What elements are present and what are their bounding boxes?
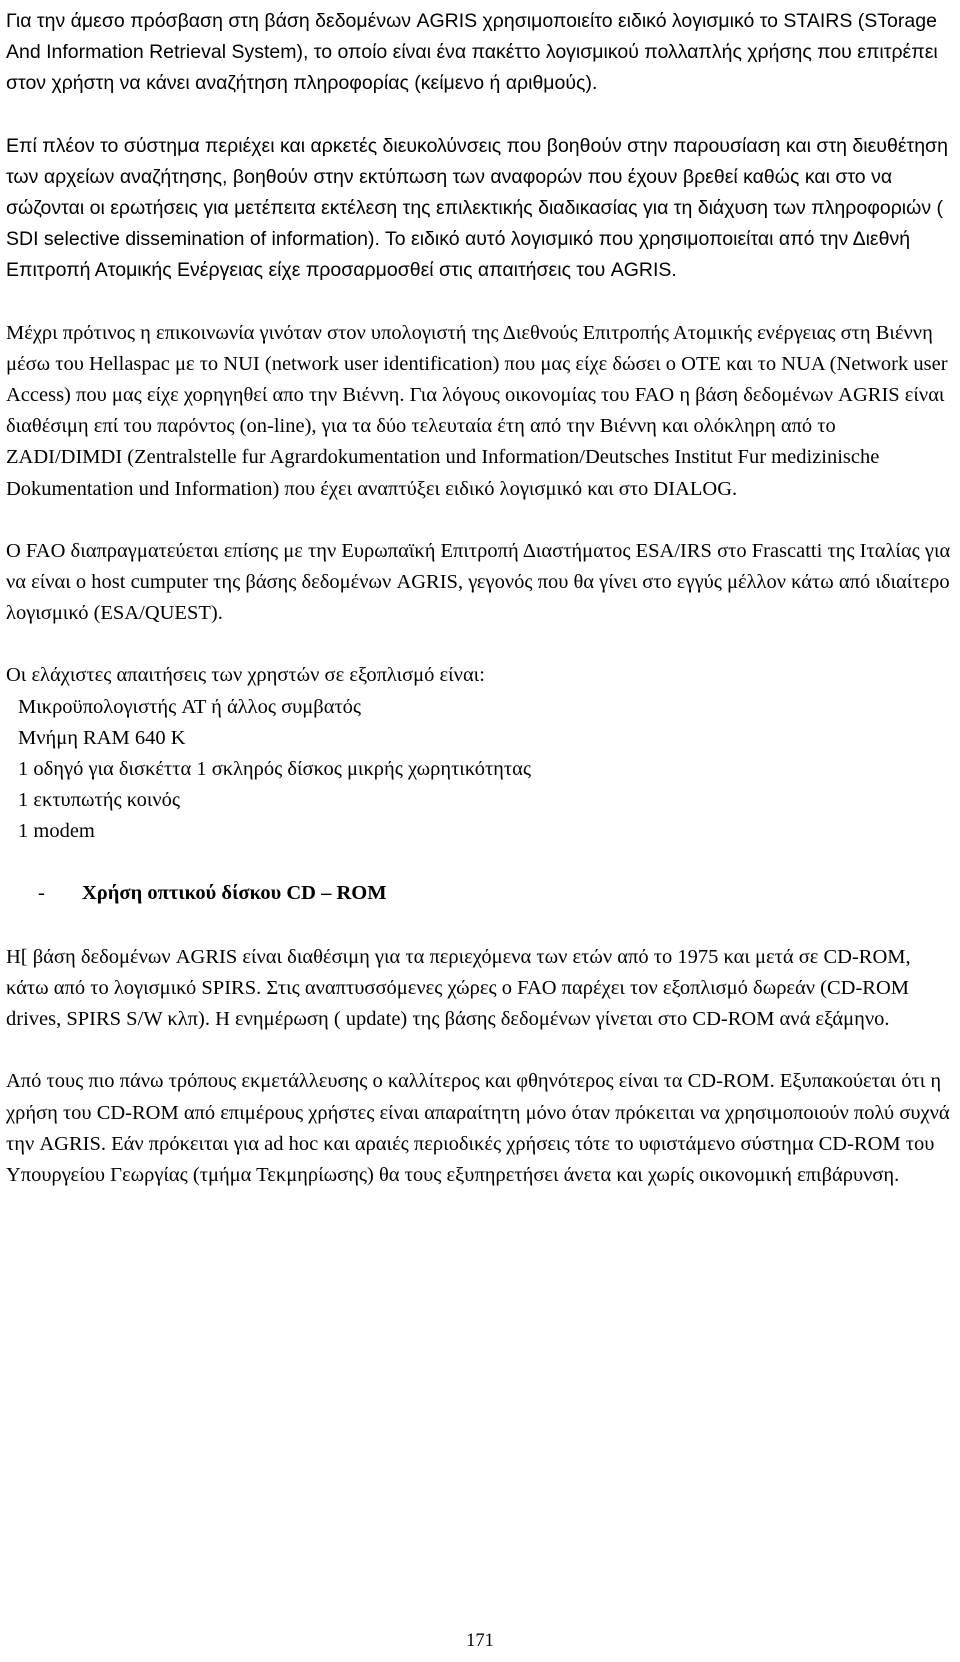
requirements-list (6, 692, 956, 848)
requirement-item: Μνήμη RAM 640 K (18, 726, 186, 749)
paragraph-cd-rom-availability: Η[ βάση δεδομένων AGRIS είναι διαθέσιμη για τα περιεχόμενα των ετών από το 1975 και μετά σε CD-ROM, κάτω από το λογισμικό SPIRS. Στις αναπτυσσόμενες χώρες ο FAO παρέχει τον εξοπλισμό δωρεάν (CD-ROM drives, SPIRS S/W κλπ). Η ενημέρωση ( update) της βάσης δεδομένων γίνεται στο CD-ROM ανά εξάμηνο. (6, 945, 911, 1031)
requirement-item: Μικροϋπολογιστής AT ή άλλος συμβατός (18, 695, 362, 718)
page-number: 171 (466, 1631, 494, 1651)
section-heading-cd-rom (6, 878, 956, 909)
requirements-intro: Οι ελάχιστες απαιτήσεις των χρηστών σε εξοπλισμό είναι: (6, 664, 485, 687)
paragraph-system-features: Επί πλέον το σύστημα περιέχει και αρκετές διευκολύνσεις που βοηθούν στην παρουσίαση και στη διευθέτηση των αρχείων αναζήτησης, βοηθούν στην εκτύπωση των αναφορών που έχουν βρεθεί καθώς και στο να σώζονται οι ερωτήσεις για μετέπειτα εκτέλεση της επιλεκτικής διαδικασίας για τη διάχυση των πληροφοριών ( SDI selective dissemination of information). Το ειδικό αυτό λογισμικό που χρησιμοποιείται από την Διεθνή Επιτροπή Ατομικής Ενέργειας είχε προσαρμοσθεί στις απαιτήσεις του AGRIS. (6, 134, 948, 282)
paragraph-communication-history: Μέχρι πρότινος η επικοινωνία γινόταν στον υπολογιστή της Διεθνούς Επιτροπής Ατομικής ενέργειας στη Βιέννη μέσω του Hellaspac με το NUI (network user identification) που μας είχε δώσει ο ΟΤΕ και το NUA (Network user Access) που μας είχε χορηγηθεί απο την Βιέννη. Για λόγους οικονομίας του FAO η βάση δεδομένων AGRIS είναι διαθέσιμη επί του παρόντος (on-line), για τα δύο τελευταία έτη από την Βιέννη και ολόκληρη από το ZADI/DIMDI (Zentralstelle fur Agrardokumentation und Information/Deutsches Institut Fur medizinische Dokumentation und Information) που έχει αναπτύξει ειδικό λογισμικό και στο DIALOG. (6, 321, 948, 500)
requirement-item: 1 εκτυπωτής κοινός (18, 789, 181, 812)
heading-text: Χρήση οπτικού δίσκου CD – ROM (82, 881, 387, 904)
paragraph-fao-esa: Ο FAO διαπραγματεύεται επίσης με την Ευρωπαϊκή Επιτροπή Διαστήματος ESA/IRS στο Frascatti της Ιταλίας για να είναι ο host cumputer της βάσης δεδομένων AGRIS, γεγονός που θα γίνει στο εγγύς μέλλον κάτω από ιδιαίτερο λογισμικό (ESA/QUEST). (6, 539, 951, 625)
heading-dash: - (38, 881, 45, 904)
requirement-item: 1 modem (18, 820, 95, 843)
paragraph-cd-rom-conclusion: Από τους πιο πάνω τρόπους εκμετάλλευσης ο καλλίτερος και φθηνότερος είναι τα CD-ROM. Εξυπακούεται ότι η χρήση του CD-ROM από επιμέρους χρήστες είναι απαραίτητη μόνο όταν πρόκειται να χρησιμοποιούν πολύ συχνά την AGRIS. Εάν πρόκειται για ad hoc και αραιές περιοδικές χρήσεις τότε το υφιστάμενο σύστημα CD-ROM του Υπουργείου Γεωργίας (τμήμα Τεκμηρίωσης) θα τους εξυπηρετήσει άνετα και χωρίς οικονομική επιβάρυνση. (6, 1070, 950, 1187)
paragraph-stairs-intro: Για την άμεσο πρόσβαση στη βάση δεδομένων AGRIS χρησιμοποιείτο ειδικό λογισμικό το STAIRS (STorage And Information Retrieval System), το οποίο είναι ένα πακέττο λογισμικού πολλαπλής χρήσης που επιτρέπει στον χρήστη να κάνει αναζήτηση πληροφορίας (κείμενο ή αριθμούς). (6, 10, 938, 95)
document-page (6, 6, 956, 1222)
requirement-item: 1 οδηγό για δισκέττα 1 σκληρός δίσκος μικρής χωρητικότητας (18, 758, 532, 781)
